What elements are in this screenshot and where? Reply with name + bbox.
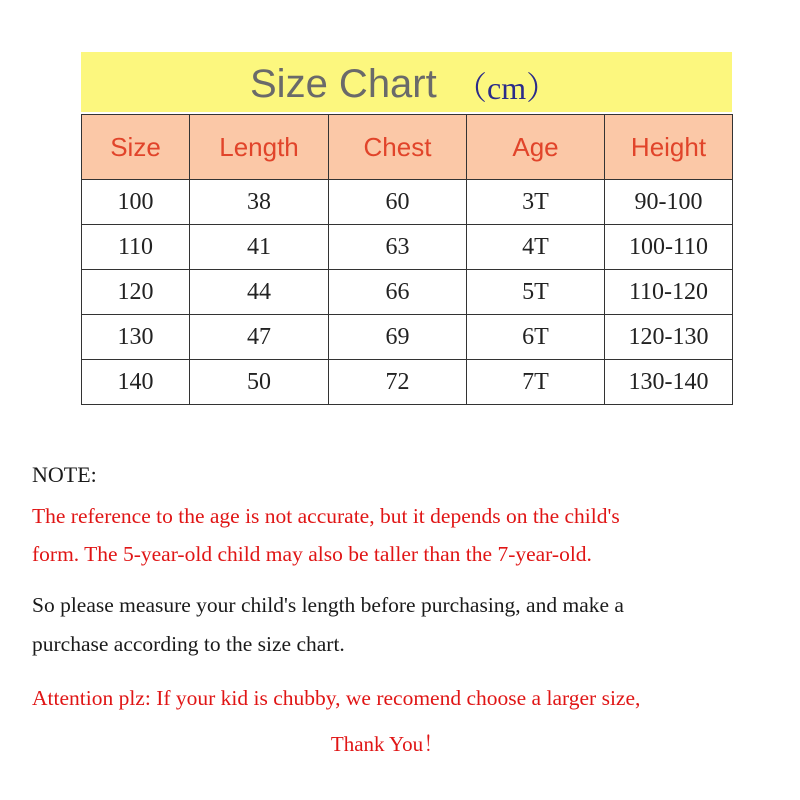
note-heading: NOTE: [32, 462, 97, 487]
cell-chest: 60 [329, 180, 467, 225]
cell-age: 7T [467, 360, 605, 405]
table-header-row [82, 115, 733, 180]
chart-title: Size Chart [250, 62, 437, 106]
header-length: Length [190, 115, 329, 180]
cell-height: 120-130 [605, 315, 733, 360]
cell-length: 38 [190, 180, 329, 225]
note-age-warning-line-2: form. The 5-year-old child may also be taller than the 7-year-old. [32, 542, 592, 566]
header-size: Size [82, 115, 190, 180]
cell-height: 130-140 [605, 360, 733, 405]
chart-unit: （cm） [455, 70, 559, 106]
cell-length: 50 [190, 360, 329, 405]
cell-size: 100 [82, 180, 190, 225]
cell-length: 44 [190, 270, 329, 315]
note-measure-line-1: So please measure your child's length before purchasing, and make a [32, 593, 624, 617]
cell-size: 140 [82, 360, 190, 405]
note-age-warning-line-1: The reference to the age is not accurate, but it depends on the child's [32, 504, 620, 528]
table-row [82, 360, 733, 405]
cell-size: 120 [82, 270, 190, 315]
cell-height: 100-110 [605, 225, 733, 270]
table-row [82, 225, 733, 270]
header-height: Height [605, 115, 733, 180]
cell-length: 41 [190, 225, 329, 270]
cell-chest: 72 [329, 360, 467, 405]
cell-length: 47 [190, 315, 329, 360]
cell-age: 5T [467, 270, 605, 315]
cell-age: 6T [467, 315, 605, 360]
cell-size: 110 [82, 225, 190, 270]
cell-height: 90-100 [605, 180, 733, 225]
size-table [81, 114, 733, 405]
cell-size: 130 [82, 315, 190, 360]
cell-age: 4T [467, 225, 605, 270]
table-row [82, 270, 733, 315]
note-attention: Attention plz: If your kid is chubby, we recomend choose a larger size, [32, 686, 641, 710]
cell-chest: 66 [329, 270, 467, 315]
header-chest: Chest [329, 115, 467, 180]
cell-age: 3T [467, 180, 605, 225]
note-measure-line-2: purchase according to the size chart. [32, 632, 345, 656]
cell-chest: 69 [329, 315, 467, 360]
note-thanks: Thank You！ [330, 732, 445, 756]
cell-chest: 63 [329, 225, 467, 270]
table-row [82, 315, 733, 360]
cell-height: 110-120 [605, 270, 733, 315]
table-row [82, 180, 733, 225]
header-age: Age [467, 115, 605, 180]
